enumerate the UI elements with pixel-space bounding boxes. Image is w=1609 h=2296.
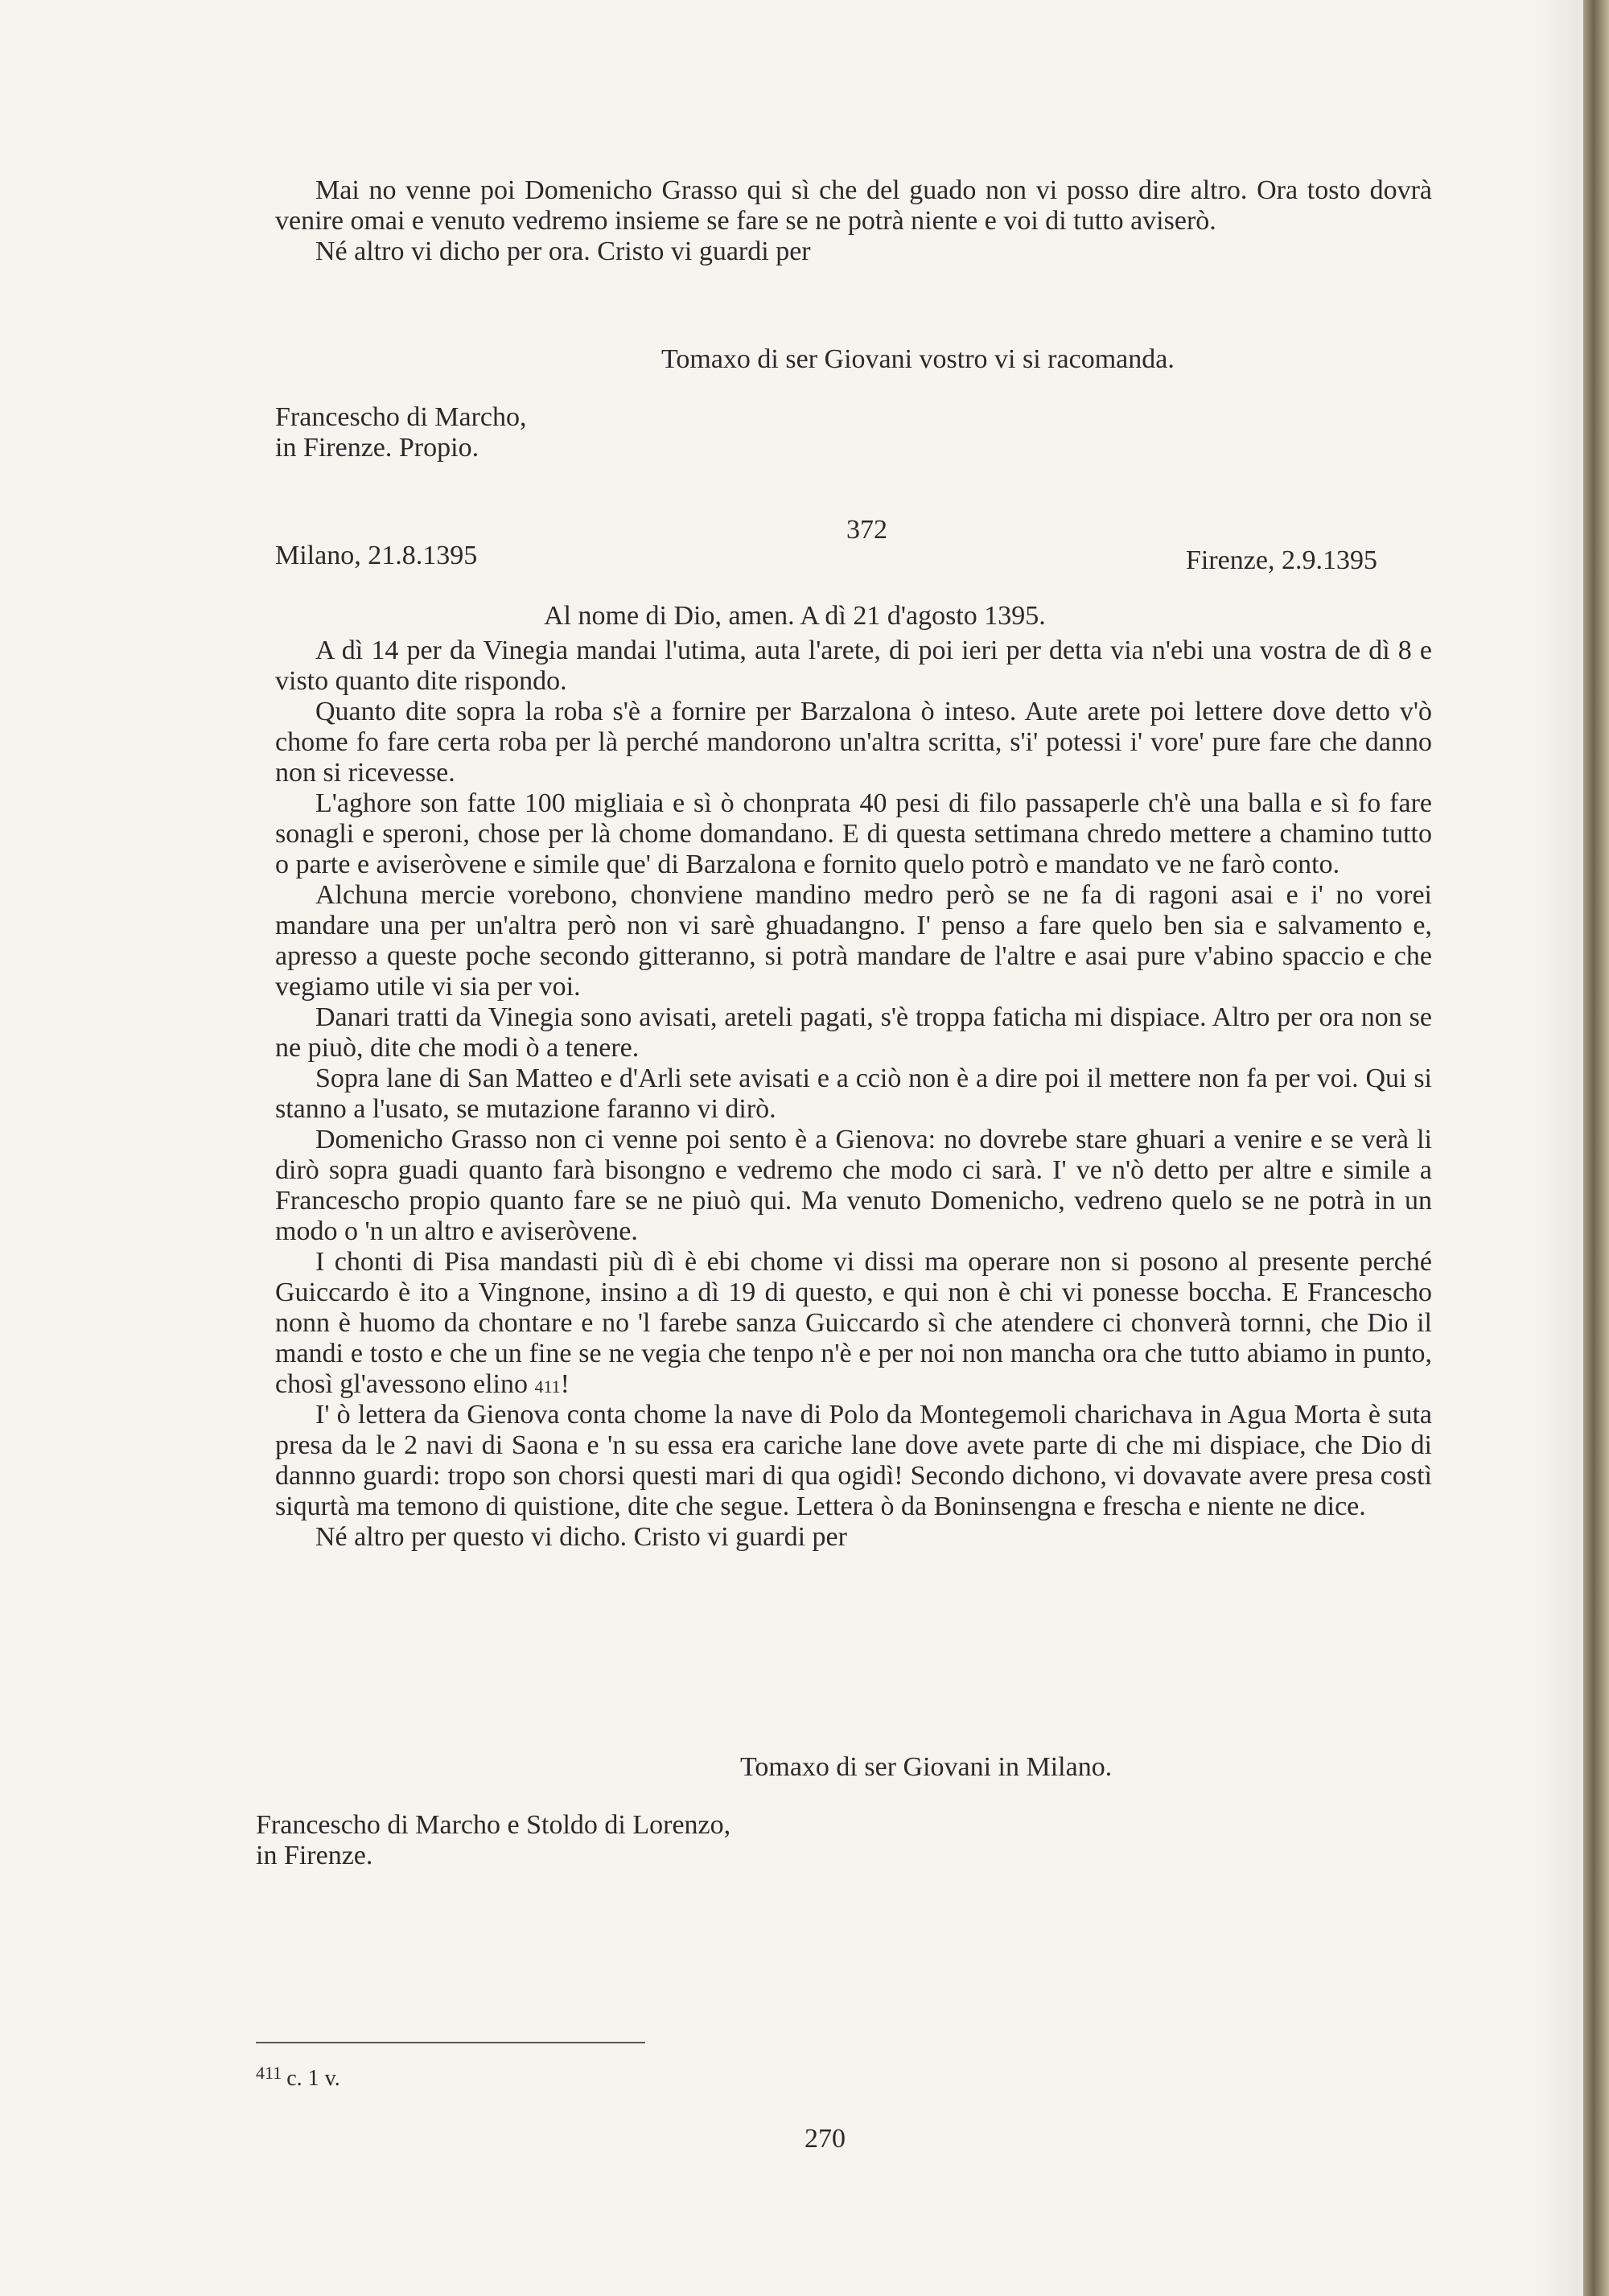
paragraph: [275, 1247, 1432, 1400]
letter-372-body: [275, 636, 1432, 1553]
recipient-line: Francescho di Marcho,: [275, 402, 527, 432]
invocation: Al nome di Dio, amen. A dì 21 d'agosto 1395.: [544, 601, 1046, 631]
page-number: 270: [804, 2124, 846, 2154]
recipient-line: in Firenze. Propio.: [275, 433, 479, 463]
footnote-rule: [256, 2042, 645, 2043]
paragraph: I' ò lettera da Gienova conta chome la nave di Polo da Montegemoli charichava in Agua Morta è suta presa da le 2 navi di Saona e 'n su essa era cariche lane dove avete parte di che mi dispiace, che Dio di dannno guardi: tropo son chorsi questi mari di qua ogidì! Secondo dichono, vi dovavate avere presa costì siqurtà ma temono di quistione, dite che segue. Lettera ò da Boninsengna e frescha e niente ne dice.: [275, 1400, 1432, 1521]
page-shadow: [1535, 0, 1583, 2296]
book-binding-edge: [1583, 0, 1609, 2296]
paragraph: Danari tratti da Vinegia sono avisati, areteli pagati, s'è troppa faticha mi dispiace. Altro per ora non se ne piuò, dite che modi ò a tenere.: [275, 1002, 1432, 1063]
arrival-date: Firenze, 2.9.1395: [1186, 545, 1377, 575]
footnote-marker: 411: [534, 1376, 561, 1397]
paragraph: Quanto dite sopra la roba s'è a fornire per Barzalona ò inteso. Aute arete poi lettere dove detto v'ò chome fo fare certa roba per là perché mandorono un'altra scritta, s'i' potessi i' vore' pure fare che danno non si ricevesse.: [275, 697, 1432, 788]
paragraph: Domenicho Grasso non ci venne poi sento è a Gienova: no dovrebe stare ghuari a venire e se verà li dirò sopra guadi quanto farà bisongno e vedremo che modo ci sarà. I' ve n'ò detto per altre e simile a Francescho propio quanto fare se ne piuò qui. Ma venuto Domenicho, vedreno quelo se ne potrà in un modo o 'n un altro e aviseròvene.: [275, 1125, 1432, 1246]
paragraph: Né altro vi dicho per ora. Cristo vi guardi per: [315, 237, 811, 266]
paragraph: Sopra lane di San Matteo e d'Arli sete avisati e a cciò non è a dire poi il mettere non fa per voi. Qui si stanno a l'usato, se mutazione faranno vi dirò.: [275, 1064, 1432, 1124]
letter-371-body: [275, 175, 1432, 267]
paragraph: Né altro per questo vi dicho. Cristo vi guardi per: [315, 1522, 847, 1552]
origin-date: Milano, 21.8.1395: [275, 541, 478, 570]
paragraph: A dì 14 per da Vinegia mandai l'utima, auta l'arete, di poi ieri per detta via n'ebi una vostra de dì 8 e visto quanto dite rispondo.: [275, 636, 1432, 696]
paragraph: Mai no venne poi Domenicho Grasso qui sì che del guado non vi posso dire altro. Ora tosto dovrà venire omai e venuto vedremo insieme se fare se ne potrà niente e voi di tutto aviserò.: [275, 175, 1432, 236]
recipient-line: Francescho di Marcho e Stoldo di Lorenzo,: [256, 1810, 731, 1840]
signature-372: Tomaxo di ser Giovani in Milano.: [740, 1752, 1113, 1782]
paragraph: Alchuna mercie vorebono, chonviene mandino medro però se ne fa di ragoni asai e i' no vorei mandare una per un'altra però non vi sarè ghuadangno. I' penso a fare quelo ben sia e salvamento e, apresso a queste poche secondo gitteranno, si potrà mandare de l'altre e asai pure v'abino spaccio e che vegiamo utile vi sia per voi.: [275, 880, 1432, 1002]
paragraph-text: I chonti di Pisa mandasti più dì è ebi chome vi dissi ma operare non si posono al presente perché Guiccardo è ito a Vingnone, insino a dì 19 di questo, e qui non è chi vi ponesse boccha. E Francescho nonn è huomo da chontare e no 'l farebe sanza Guiccardo sì che atendere ci chonverà tornni, che Dio il mandi e tosto e che un fine se ne vegia che tenpo n'è e per noi non mancha ora che tutto abiamo in punto, chosì gl'avessono elino: [275, 1247, 1432, 1399]
paragraph: L'aghore son fatte 100 migliaia e sì ò chonprata 40 pesi di filo passaperle ch'è una balla e sì fo fare sonagli e speroni, chose per là chome domandano. E di questa settimana chredo mettere a chamino tutto o parte e aviseròvene e simile que' di Barzalona e fornito quelo potrò e mandato ve ne farò conto.: [275, 788, 1432, 879]
footnote-text: c. 1 v.: [286, 2066, 340, 2091]
paragraph-text: !: [560, 1369, 570, 1399]
recipient-line: in Firenze.: [256, 1841, 373, 1870]
footnote: [256, 2061, 340, 2091]
footnote-number: 411: [256, 2063, 282, 2083]
signature-371: Tomaxo di ser Giovani vostro vi si racomanda.: [661, 344, 1175, 374]
letter-number: 372: [846, 515, 887, 545]
